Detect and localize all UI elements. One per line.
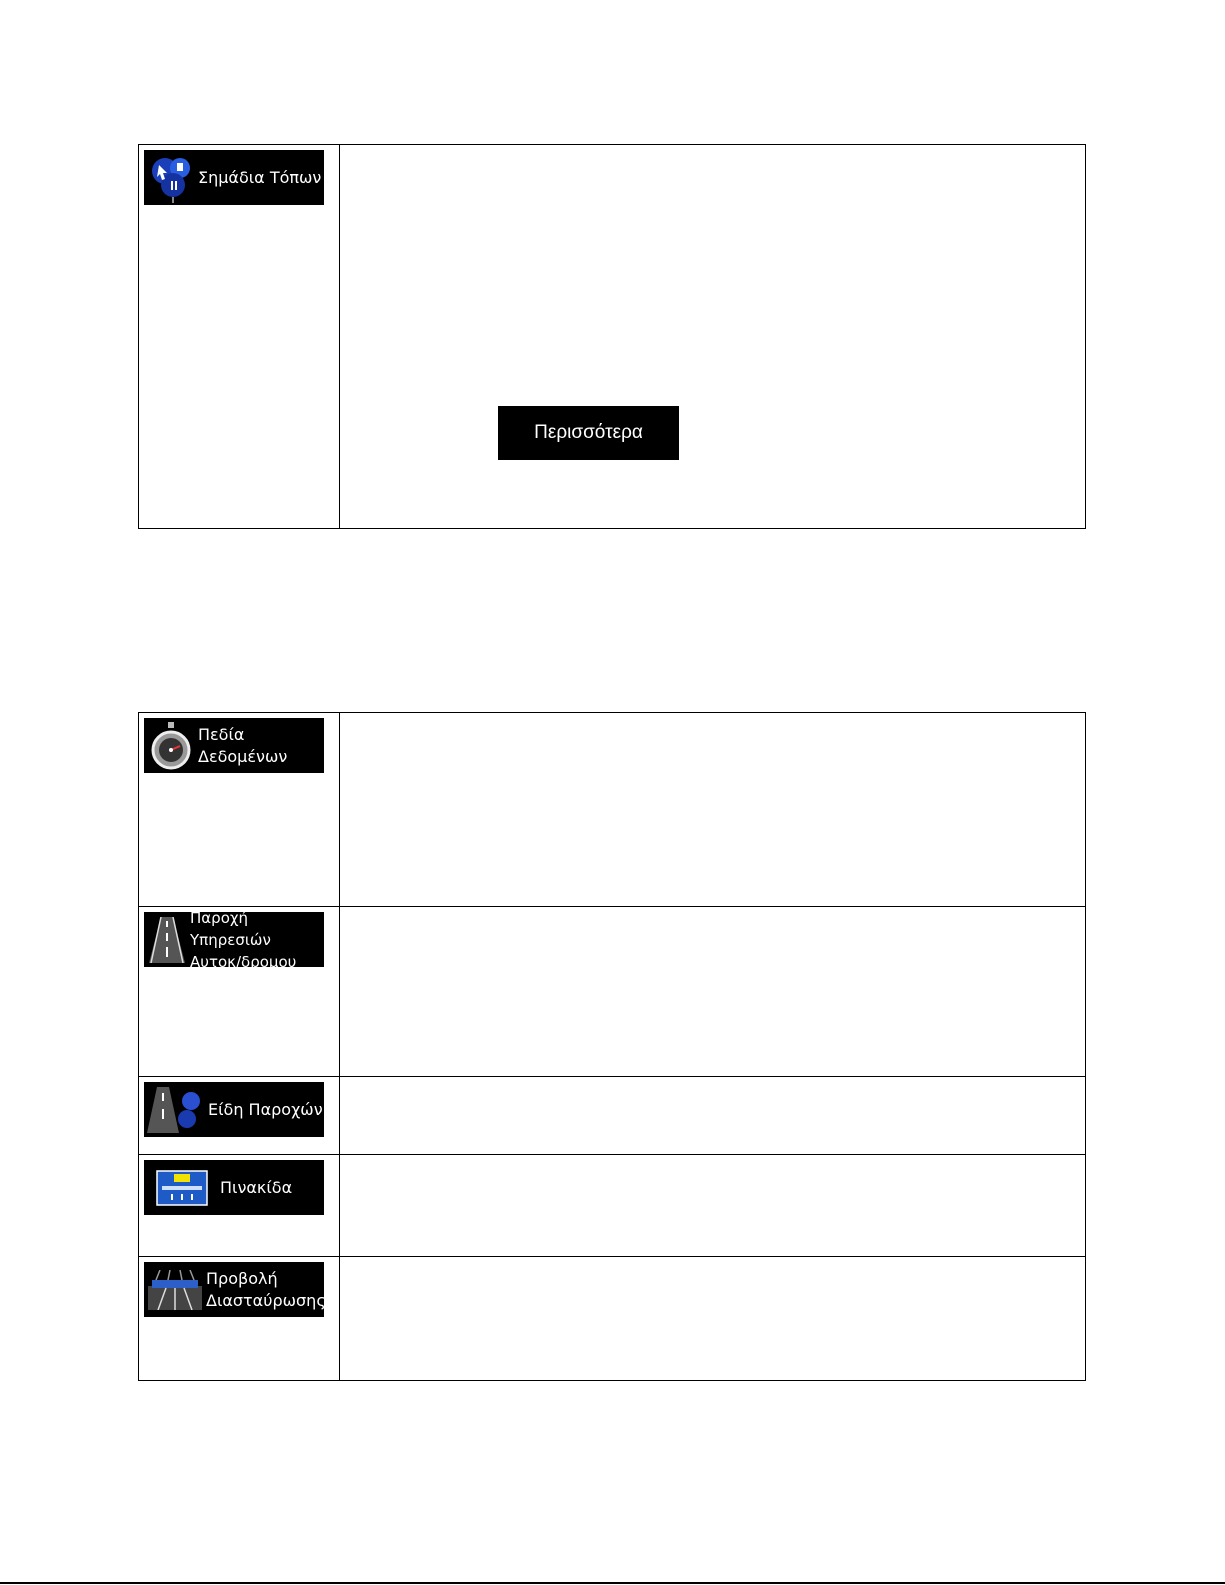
table-cell-label <box>139 1257 340 1381</box>
highway-services-label-line1: Παροχή Υπηρεσιών <box>190 908 271 949</box>
table-cell-label <box>139 1077 340 1155</box>
poi-markers-button[interactable] <box>144 150 324 205</box>
table-cell-description <box>340 1257 1086 1381</box>
table-cell-description <box>340 713 1086 907</box>
more-button[interactable]: Περισσότερα <box>498 406 679 460</box>
service-types-label: Είδη Παροχών <box>208 1099 323 1119</box>
poi-markers-label: Σημάδια Τόπων <box>198 167 322 187</box>
highway-icon <box>144 912 190 967</box>
table-cell-description <box>340 1077 1086 1155</box>
signpost-button[interactable] <box>144 1160 324 1215</box>
highway-services-icon <box>144 1082 208 1137</box>
junction-view-button[interactable] <box>144 1262 324 1317</box>
data-fields-button[interactable] <box>144 718 324 773</box>
highway-services-button[interactable] <box>144 908 324 971</box>
map-screen-settings-table <box>138 712 1086 1381</box>
table-cell-label <box>139 907 340 1077</box>
table-cell-description <box>340 907 1086 1077</box>
table-cell-description <box>340 1155 1086 1257</box>
data-fields-label-line2: Δεδομένων <box>198 746 288 766</box>
table-cell-label <box>139 145 340 529</box>
highway-services-label-line2: Αυτοκ/δρομου <box>190 952 297 971</box>
data-fields-label-line1: Πεδία <box>198 724 245 744</box>
junction-view-label-line1: Προβολή <box>206 1268 278 1288</box>
poi-settings-table <box>138 144 1086 529</box>
road-sign-icon <box>144 1160 220 1215</box>
table-cell-description <box>340 145 1086 529</box>
service-types-button[interactable] <box>144 1082 324 1137</box>
table-cell-label <box>139 713 340 907</box>
signpost-label: Πινακίδα <box>220 1177 293 1197</box>
junction-view-label-line2: Διασταύρωσης <box>206 1290 326 1310</box>
junction-view-icon <box>144 1262 206 1317</box>
table-cell-label <box>139 1155 340 1257</box>
page-bottom-rule <box>0 1582 1225 1584</box>
stopwatch-icon <box>144 718 198 773</box>
poi-pins-icon <box>144 150 198 205</box>
